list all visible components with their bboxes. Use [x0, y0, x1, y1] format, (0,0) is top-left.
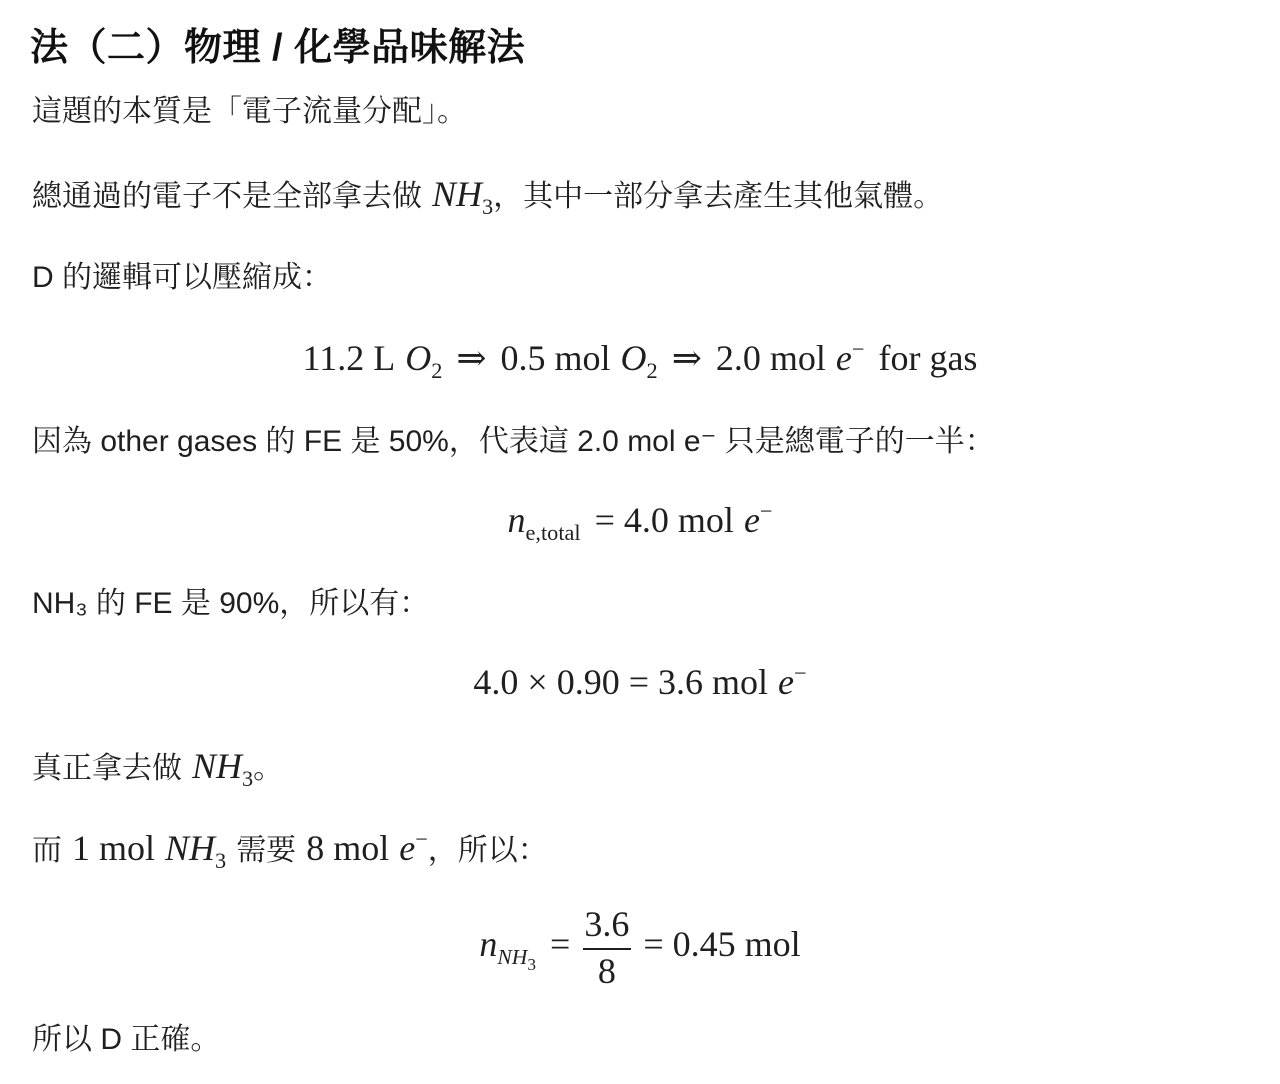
- electron-symbol: e−: [399, 826, 428, 868]
- equation-total-electrons: $n_{e,total} = 4.0$ mol e−: [507, 498, 773, 545]
- implies-symbol: ⇒: [671, 338, 702, 378]
- paragraph-fe-nh3: NH₃ 的 FE 是 90%，所以有：: [32, 587, 430, 620]
- paragraph-logic-intro: D 的邏輯可以壓縮成：: [32, 261, 332, 294]
- formula-o2: $O_2$: [405, 338, 443, 383]
- fraction-denominator: 8: [597, 950, 616, 991]
- fraction: [582, 903, 631, 991]
- paragraph-electron-split: [32, 174, 943, 217]
- text-segment: 總通過的電子不是全部拿去做: [32, 180, 422, 213]
- section-title: 法（二）物理 / 化學品味解法: [30, 27, 526, 69]
- paragraph-fe-other-gases: 因為 other gases 的 FE 是 50%，代表這 2.0 mol e⁻ 只是總電子的一半：: [32, 425, 995, 458]
- formula-o2: $O_2$: [620, 338, 658, 383]
- paragraph-used-for-nh3: 真正拿去做 $NH_3$。: [32, 746, 284, 791]
- paragraph-essence: 這題的本質是「電子流量分配」。: [32, 95, 467, 128]
- formula-nh3: $NH_3$: [432, 174, 494, 219]
- electron-symbol: e−: [743, 498, 773, 540]
- text-segment: ，其中一部分拿去產生其他氣體。: [493, 180, 944, 213]
- formula-nh3: $NH_3$: [192, 746, 254, 791]
- equation-o2-to-electrons: 11.2 L $O_2$ ⇒ 0.5 mol $O_2$ ⇒ 2.0 mol e− for gas: [302, 336, 978, 383]
- equation-nh3-moles: $n_{NH_3}=$ $\frac{3.6}{8}$ = 0.45 mol: [479, 903, 801, 991]
- paragraph-conclusion: 所以 D 正確。: [32, 1023, 221, 1056]
- fraction-numerator: 3.6: [584, 903, 630, 944]
- formula-nh3: $NH_3$: [165, 828, 227, 873]
- electron-symbol: e−: [778, 660, 807, 702]
- implies-symbol: ⇒: [456, 338, 487, 378]
- equation-nh3-electrons: 4.0 × 0.90 = 3.6 mol e−: [473, 660, 807, 702]
- electron-symbol: e−: [835, 336, 865, 378]
- paragraph-stoichiometry: 而 1 mol $NH_3$ 需要 8 mol e−，所以：: [32, 826, 548, 873]
